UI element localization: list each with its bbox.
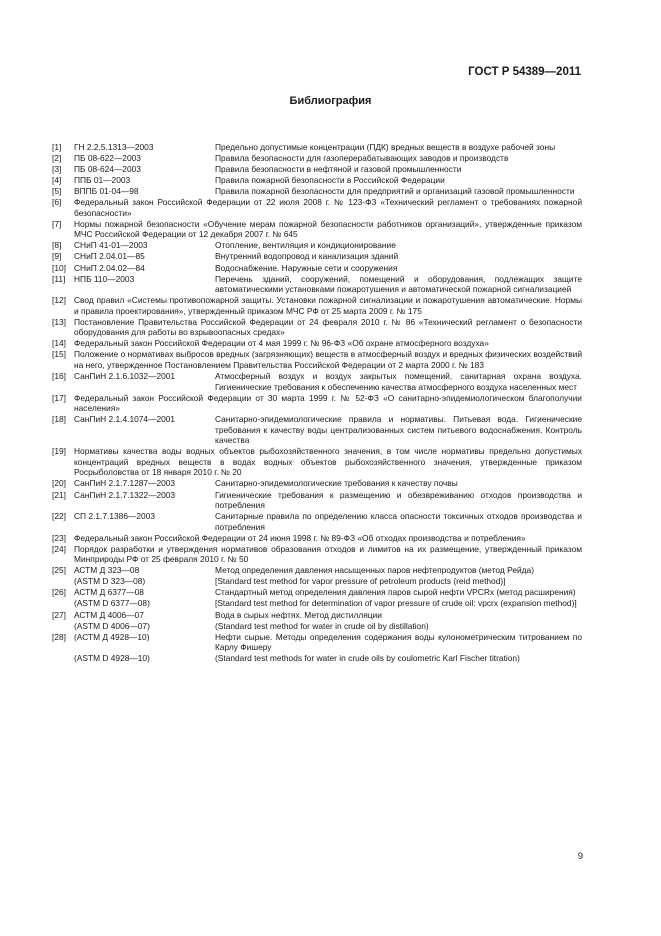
entry-code: (ASTM D 6377—08) bbox=[74, 598, 150, 609]
page-number: 9 bbox=[577, 851, 583, 862]
entry-code: (ASTM D 323—08) bbox=[74, 576, 146, 587]
bibliography-entry bbox=[52, 164, 582, 175]
bibliography-entry bbox=[52, 632, 582, 653]
bibliography-entry bbox=[52, 598, 582, 609]
entry-text: Федеральный закон Российской Федерации от 22 июля 2008 г. № 123-ФЗ «Технический регламент о требованиях пожарной безопасности» bbox=[74, 197, 582, 218]
entry-text: Свод правил «Системы противопожарной защиты. Установки пожарной сигнализации и пожаротушения автоматические. Нормы и правила проектирования», утвержденный приказом МЧС РФ от 25 марта 2009 г. № 175 bbox=[74, 295, 582, 316]
bibliography-entry bbox=[52, 263, 582, 274]
entry-number: [3] bbox=[52, 164, 62, 175]
entry-number: [10] bbox=[52, 262, 66, 273]
entry-code: СанПиН 2.1.7.1322—2003 bbox=[74, 489, 176, 500]
bibliography-entry bbox=[52, 490, 582, 511]
entry-title: Гигиенические требования к размещению и обезвреживанию отходов производства и потребления bbox=[215, 489, 582, 511]
entry-number: [5] bbox=[52, 186, 62, 197]
entry-text: Порядок разработки и утверждения нормативов образования отходов и лимитов на их размещение, утвержденный приказом Минприроды РФ от 25 февраля 2010 г. № 50 bbox=[74, 543, 582, 565]
entry-text: Нормы пожарной безопасности «Обучение мерам пожарной безопасности работников организаций», утвержденные приказом МЧС Российской Федерации от 12 декабря 2007 г. № 645 bbox=[74, 218, 582, 240]
entry-title: Нефти сырые. Методы определения содержания воды кулонометрическим титрованием по Карлу Фишеру bbox=[215, 631, 582, 653]
entry-number: [9] bbox=[52, 251, 62, 262]
entry-title: [Standard test method for vapor pressure of petroleum products (reid method)] bbox=[215, 576, 506, 587]
bibliography-entry bbox=[52, 478, 582, 489]
bibliography-list bbox=[52, 142, 582, 664]
entry-number: [15] bbox=[52, 349, 66, 360]
entry-title: Водоснабжение. Наружные сети и сооружения bbox=[215, 262, 398, 273]
entry-code: СП 2.1.7.1386—2003 bbox=[74, 511, 155, 522]
page-title: Библиография bbox=[289, 95, 372, 107]
document-header: ГОСТ Р 54389—2011 bbox=[468, 66, 581, 78]
entry-code: АСТМ Д 4006—07 bbox=[74, 609, 144, 620]
bibliography-entry bbox=[52, 338, 582, 349]
bibliography-entry bbox=[52, 371, 582, 392]
entry-number: [17] bbox=[52, 392, 66, 403]
entry-title: Метод определения давления насыщенных паров нефтепродуктов (метод Рейда) bbox=[215, 565, 535, 576]
entry-title: Внутренний водопровод и канализация зданий bbox=[215, 251, 399, 262]
bibliography-entry bbox=[52, 587, 582, 598]
entry-number: [2] bbox=[52, 153, 62, 164]
entry-number: [11] bbox=[52, 273, 66, 284]
bibliography-entry bbox=[52, 317, 582, 338]
entry-code: НПБ 110—2003 bbox=[74, 273, 135, 284]
entry-title: Перечень зданий, сооружений, помещений и оборудования, подлежащих защите автоматическими установками пожаротушения и автоматической пожарной сигнализацией bbox=[215, 273, 582, 295]
entry-title: Стандартный метод определения давления паров сырой нефти VPCRx (метод расширения) bbox=[215, 587, 576, 598]
entry-code: ГН 2.2.5.1313—2003 bbox=[74, 142, 154, 152]
entry-number: [8] bbox=[52, 240, 62, 251]
entry-text: Нормативы качества воды водных объектов рыбохозяйственного значения, в том числе нормативы предельно допустимых концентраций вредных веществ в водах водных объектов рыбохозяйственного значения, утвержденные приказом Росрыболовства от 18 января 2010 г. № 20 bbox=[74, 446, 582, 478]
entry-number: [25] bbox=[52, 565, 66, 576]
bibliography-entry bbox=[52, 219, 582, 240]
bibliography-entry bbox=[52, 544, 582, 565]
entry-title: Санитарные правила по определению класса опасности токсичных отходов производства и потребления bbox=[215, 511, 582, 532]
entry-code: (АСТМ Д 4928—10) bbox=[74, 631, 150, 642]
entry-number: [23] bbox=[52, 532, 66, 543]
bibliography-entry bbox=[52, 446, 582, 478]
bibliography-entry bbox=[52, 533, 582, 544]
entry-text: Федеральный закон Российской Федерации от 30 марта 1999 г. № 52-ФЗ «О санитарно-эпидемиологическом благополучии населения» bbox=[74, 392, 582, 414]
bibliography-entry bbox=[52, 414, 582, 446]
entry-code: (ASTM D 4928—10) bbox=[74, 653, 150, 664]
bibliography-entry bbox=[52, 240, 582, 251]
entry-code: АСТМ Д 6377—08 bbox=[74, 587, 144, 598]
entry-title: Правила безопасности в нефтяной и газовой промышленности bbox=[215, 164, 462, 175]
bibliography-entry bbox=[52, 565, 582, 576]
entry-text: Положение о нормативах выбросов вредных (загрязняющих) веществ в атмосферный воздух и вредных физических воздействий на него, утвержденное Постановлением Правительства Российской Федерации от 2 марта 2000 г. № 183 bbox=[74, 349, 582, 370]
bibliography-entry bbox=[52, 349, 582, 370]
bibliography-entry bbox=[52, 653, 582, 664]
entry-number: [27] bbox=[52, 609, 66, 620]
entry-code: ПБ 08-622—2003 bbox=[74, 153, 141, 164]
entry-number: [7] bbox=[52, 218, 62, 229]
entry-number: [6] bbox=[52, 197, 62, 208]
entry-title: Санитарно-эпидемиологические правила и нормативы. Питьевая вода. Гигиенические требования к качеству воды централизованных систем питьевого водоснабжения. Контроль качества bbox=[215, 414, 582, 446]
entry-title: Отопление, вентиляция и кондиционирование bbox=[215, 240, 396, 251]
entry-code: СНиП 2.04.01—85 bbox=[74, 251, 145, 262]
entry-code: ВППБ 01-04—98 bbox=[74, 186, 139, 197]
bibliography-entry bbox=[52, 621, 582, 632]
bibliography-entry bbox=[52, 186, 582, 197]
entry-number: [13] bbox=[52, 316, 66, 327]
entry-title: (Standard test methods for water in crude oils by coulometric Karl Fischer titration) bbox=[215, 653, 520, 664]
bibliography-entry bbox=[52, 576, 582, 587]
entry-text: Постановление Правительства Российской Федерации от 24 февраля 2010 г. № 86 «Технический регламент о безопасности оборудования для работы во взрывоопасных средах» bbox=[74, 316, 582, 338]
entry-code: СНиП 2.04.02—84 bbox=[74, 262, 145, 273]
bibliography-entry bbox=[52, 295, 582, 316]
entry-text: Федеральный закон Российской Федерации от 4 мая 1999 г. № 96-ФЗ «Об охране атмосферного воздуха» bbox=[74, 338, 489, 349]
bibliography-entry bbox=[52, 153, 582, 164]
entry-text: Федеральный закон Российской Федерации от 24 июня 1998 г. № 89-ФЗ «Об отходах производства и потребления» bbox=[74, 532, 526, 543]
entry-title: [Standard test method for determination of vapor pressure of crude oil: vpcrx (expansion method)] bbox=[215, 598, 577, 609]
entry-code: (ASTM D 4006—07) bbox=[74, 620, 150, 631]
entry-code: ППБ 01—2003 bbox=[74, 175, 131, 186]
bibliography-entry bbox=[52, 197, 582, 218]
entry-number: [26] bbox=[52, 587, 66, 598]
entry-number: [18] bbox=[52, 414, 66, 425]
bibliography-entry bbox=[52, 142, 582, 153]
entry-title: Санитарно-эпидемиологические требования к качеству почвы bbox=[215, 478, 458, 489]
entry-code: АСТМ Д 323—08 bbox=[74, 565, 140, 576]
entry-number: [4] bbox=[52, 175, 62, 186]
bibliography-entry bbox=[52, 511, 582, 532]
entry-title: (Standard test method for water in crude oil by distillation) bbox=[215, 620, 429, 631]
entry-title: Предельно допустимые концентрации (ПДК) вредных веществ в воздухе рабочей зоны bbox=[215, 142, 556, 152]
entry-number: [16] bbox=[52, 370, 66, 381]
entry-code: ПБ 08-624—2003 bbox=[74, 164, 141, 175]
entry-number: [14] bbox=[52, 338, 66, 349]
bibliography-entry bbox=[52, 251, 582, 262]
entry-title: Атмосферный воздух и воздух закрытых помещений, санитарная охрана воздуха. Гигиенические требования к обеспечению качества атмосферного воздуха населенных мест bbox=[215, 370, 582, 392]
bibliography-entry bbox=[52, 610, 582, 621]
entry-code: СНиП 41-01—2003 bbox=[74, 240, 148, 251]
entry-number: [28] bbox=[52, 631, 66, 642]
entry-title: Правила пожарной безопасности для предприятий и организаций газовой промышленности bbox=[215, 186, 575, 197]
bibliography-entry bbox=[52, 175, 582, 186]
entry-title: Правила безопасности для газоперерабатывающих заводов и производств bbox=[215, 153, 509, 164]
entry-code: СанПиН 2.1.6.1032—2001 bbox=[74, 370, 176, 381]
entry-code: СанПиН 2.1.7.1287—2003 bbox=[74, 478, 176, 489]
entry-number: [22] bbox=[52, 511, 66, 522]
entry-number: [24] bbox=[52, 543, 66, 554]
entry-number: [19] bbox=[52, 446, 66, 457]
entry-number: [12] bbox=[52, 295, 66, 306]
entry-code: СанПиН 2.1.4.1074—2001 bbox=[74, 414, 176, 425]
entry-title: Правила пожарной безопасности в Российской Федерации bbox=[215, 175, 445, 186]
entry-title: Вода в сырых нефтях. Метод дистилляции bbox=[215, 609, 382, 620]
entry-number: [1] bbox=[52, 142, 62, 152]
bibliography-entry bbox=[52, 393, 582, 414]
entry-number: [20] bbox=[52, 478, 66, 489]
entry-number: [21] bbox=[52, 489, 66, 500]
bibliography-entry bbox=[52, 274, 582, 295]
